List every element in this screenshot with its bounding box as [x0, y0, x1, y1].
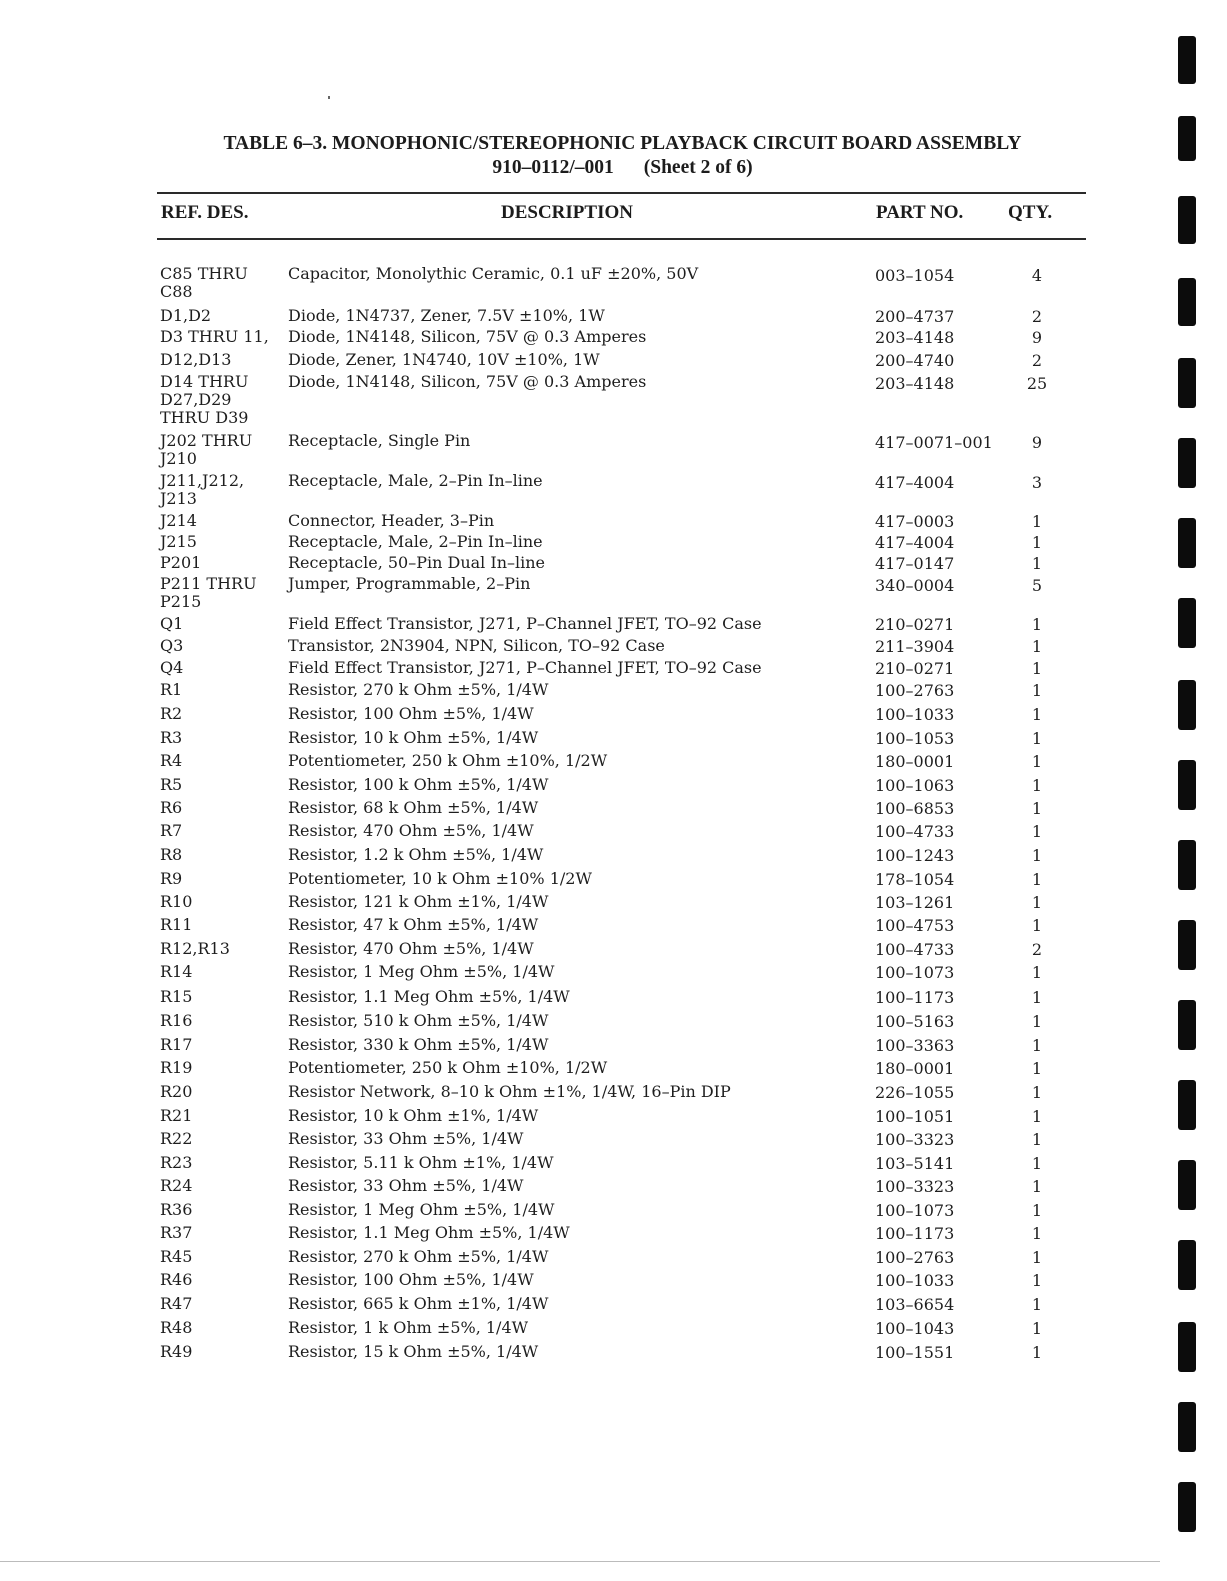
cell-ref-des — [160, 1036, 285, 1054]
ref-des-line: R1 — [160, 680, 183, 699]
ref-des-line: R2 — [160, 704, 183, 723]
cell-qty: 1 — [1031, 1107, 1043, 1126]
cell-description: Diode, 1N4148, Silicon, 75V @ 0.3 Amperes — [288, 372, 647, 391]
ref-des-line: R48 — [160, 1318, 193, 1337]
cell-qty: 2 — [1031, 940, 1043, 959]
cell-description: Resistor, 330 k Ohm ±5%, 1/4W — [288, 1035, 549, 1054]
cell-qty: 3 — [1031, 473, 1043, 492]
ref-des-line: R45 — [160, 1247, 193, 1266]
cell-description: Field Effect Transistor, J271, P–Channel JFET, TO–92 Case — [288, 658, 762, 677]
cell-ref-des — [160, 659, 285, 677]
cell-part-no: 100–1073 — [875, 1201, 955, 1220]
cell-description: Resistor, 5.11 k Ohm ±1%, 1/4W — [288, 1153, 554, 1172]
cell-part-no: 100–6853 — [875, 799, 955, 818]
cell-description: Receptacle, Male, 2–Pin In–line — [288, 471, 543, 490]
cell-qty: 1 — [1031, 916, 1043, 935]
cell-part-no: 417–0071–001 — [875, 433, 993, 452]
ref-des-line: THRU D39 — [160, 408, 249, 427]
cell-part-no: 100–4753 — [875, 916, 955, 935]
ref-des-line: R22 — [160, 1129, 193, 1148]
cell-ref-des — [160, 799, 285, 817]
ref-des-line: J202 THRU — [160, 431, 253, 450]
binding-hole-mark — [1178, 358, 1196, 408]
cell-qty: 1 — [1031, 729, 1043, 748]
ref-des-line: R37 — [160, 1223, 193, 1242]
cell-ref-des — [160, 705, 285, 723]
ref-des-line: R14 — [160, 962, 193, 981]
assembly-number: 910–0112/–001 — [492, 157, 614, 178]
ref-des-line: C88 — [160, 282, 193, 301]
cell-part-no: 100–5163 — [875, 1012, 955, 1031]
cell-ref-des — [160, 1130, 285, 1148]
cell-part-no: 226–1055 — [875, 1083, 955, 1102]
cell-description: Potentiometer, 250 k Ohm ±10%, 1/2W — [288, 1058, 608, 1077]
cell-description: Transistor, 2N3904, NPN, Silicon, TO–92 Case — [288, 636, 665, 655]
cell-description: Resistor, 68 k Ohm ±5%, 1/4W — [288, 798, 539, 817]
cell-qty: 1 — [1031, 615, 1043, 634]
cell-ref-des — [160, 637, 285, 655]
binding-hole-mark — [1178, 116, 1196, 161]
cell-description: Field Effect Transistor, J271, P–Channel JFET, TO–92 Case — [288, 614, 762, 633]
cell-description: Jumper, Programmable, 2–Pin — [288, 574, 531, 593]
ref-des-line: R12,R13 — [160, 939, 230, 958]
cell-description: Receptacle, Single Pin — [288, 431, 471, 450]
cell-qty: 1 — [1031, 893, 1043, 912]
ref-des-line: D1,D2 — [160, 306, 212, 325]
ref-des-line: R36 — [160, 1200, 193, 1219]
cell-ref-des — [160, 575, 285, 611]
cell-description: Connector, Header, 3–Pin — [288, 511, 495, 530]
cell-ref-des — [160, 1107, 285, 1125]
cell-qty: 1 — [1031, 1059, 1043, 1078]
cell-qty: 1 — [1031, 637, 1043, 656]
cell-part-no: 100–2763 — [875, 1248, 955, 1267]
ref-des-line: J213 — [160, 489, 197, 508]
cell-description: Resistor, 121 k Ohm ±1%, 1/4W — [288, 892, 549, 911]
cell-ref-des — [160, 1271, 285, 1289]
cell-part-no: 100–3323 — [875, 1177, 955, 1196]
cell-description: Resistor Network, 8–10 k Ohm ±1%, 1/4W, 16–Pin DIP — [288, 1082, 731, 1101]
cell-qty: 1 — [1031, 705, 1043, 724]
cell-ref-des — [160, 351, 285, 369]
header-ref-des: REF. DES. — [161, 202, 249, 223]
binding-hole-mark — [1178, 1240, 1196, 1290]
cell-part-no: 178–1054 — [875, 870, 955, 889]
cell-qty: 1 — [1031, 533, 1043, 552]
ref-des-line: R19 — [160, 1058, 193, 1077]
cell-description: Resistor, 470 Ohm ±5%, 1/4W — [288, 939, 534, 958]
cell-part-no: 200–4737 — [875, 307, 955, 326]
cell-ref-des — [160, 1224, 285, 1242]
cell-ref-des — [160, 1012, 285, 1030]
cell-description: Potentiometer, 250 k Ohm ±10%, 1/2W — [288, 751, 608, 770]
cell-qty: 1 — [1031, 752, 1043, 771]
ref-des-line: R6 — [160, 798, 183, 817]
ref-des-line: R15 — [160, 987, 193, 1006]
cell-description: Resistor, 1.2 k Ohm ±5%, 1/4W — [288, 845, 544, 864]
ref-des-line: J211,J212, — [160, 471, 245, 490]
scan-speck — [328, 96, 330, 99]
table-header-rule — [157, 238, 1086, 240]
cell-description: Resistor, 100 Ohm ±5%, 1/4W — [288, 704, 534, 723]
ref-des-line: J210 — [160, 449, 197, 468]
cell-description: Resistor, 665 k Ohm ±1%, 1/4W — [288, 1294, 549, 1313]
binding-hole-mark — [1178, 196, 1196, 244]
cell-ref-des — [160, 1177, 285, 1195]
cell-description: Resistor, 15 k Ohm ±5%, 1/4W — [288, 1342, 539, 1361]
binding-hole-mark — [1178, 1080, 1196, 1130]
ref-des-line: R9 — [160, 869, 183, 888]
cell-qty: 1 — [1031, 1083, 1043, 1102]
cell-ref-des — [160, 432, 285, 468]
binding-hole-mark — [1178, 840, 1196, 890]
cell-ref-des — [160, 916, 285, 934]
cell-part-no: 100–4733 — [875, 822, 955, 841]
binding-hole-mark — [1178, 518, 1196, 568]
cell-ref-des — [160, 988, 285, 1006]
cell-part-no: 103–5141 — [875, 1154, 955, 1173]
table-title — [160, 132, 1085, 180]
cell-part-no: 100–1073 — [875, 963, 955, 982]
header-part-no: PART NO. — [876, 202, 964, 223]
ref-des-line: R10 — [160, 892, 193, 911]
cell-qty: 2 — [1031, 351, 1043, 370]
header-qty: QTY. — [1008, 202, 1053, 223]
cell-part-no: 100–1243 — [875, 846, 955, 865]
cell-description: Resistor, 1 Meg Ohm ±5%, 1/4W — [288, 1200, 555, 1219]
binding-hole-mark — [1178, 438, 1196, 488]
binding-hole-mark — [1178, 278, 1196, 326]
table-top-rule — [157, 192, 1086, 194]
cell-part-no: 417–0147 — [875, 554, 955, 573]
cell-part-no: 100–1043 — [875, 1319, 955, 1338]
binding-hole-mark — [1178, 680, 1196, 730]
cell-ref-des — [160, 265, 285, 301]
cell-part-no: 210–0271 — [875, 659, 955, 678]
ref-des-line: R3 — [160, 728, 183, 747]
cell-ref-des — [160, 846, 285, 864]
cell-description: Resistor, 33 Ohm ±5%, 1/4W — [288, 1176, 524, 1195]
binding-hole-mark — [1178, 36, 1196, 84]
cell-description: Resistor, 1.1 Meg Ohm ±5%, 1/4W — [288, 1223, 570, 1242]
cell-ref-des — [160, 729, 285, 747]
cell-description: Resistor, 1 k Ohm ±5%, 1/4W — [288, 1318, 529, 1337]
ref-des-line: R49 — [160, 1342, 193, 1361]
cell-qty: 1 — [1031, 846, 1043, 865]
ref-des-line: R47 — [160, 1294, 193, 1313]
cell-ref-des — [160, 1201, 285, 1219]
ref-des-line: R11 — [160, 915, 193, 934]
cell-description: Resistor, 270 k Ohm ±5%, 1/4W — [288, 680, 549, 699]
cell-part-no: 100–1063 — [875, 776, 955, 795]
ref-des-line: J215 — [160, 532, 197, 551]
cell-description: Resistor, 33 Ohm ±5%, 1/4W — [288, 1129, 524, 1148]
cell-part-no: 417–4004 — [875, 533, 955, 552]
cell-qty: 1 — [1031, 659, 1043, 678]
cell-description: Diode, 1N4148, Silicon, 75V @ 0.3 Amperes — [288, 327, 647, 346]
ref-des-line: R17 — [160, 1035, 193, 1054]
binding-hole-mark — [1178, 1322, 1196, 1372]
cell-qty: 1 — [1031, 822, 1043, 841]
cell-ref-des — [160, 1319, 285, 1337]
cell-description: Resistor, 1.1 Meg Ohm ±5%, 1/4W — [288, 987, 570, 1006]
ref-des-line: Q3 — [160, 636, 184, 655]
ref-des-line: P215 — [160, 592, 202, 611]
cell-description: Receptacle, 50–Pin Dual In–line — [288, 553, 546, 572]
header-description: DESCRIPTION — [501, 202, 633, 223]
cell-qty: 1 — [1031, 870, 1043, 889]
ref-des-line: D12,D13 — [160, 350, 232, 369]
cell-ref-des — [160, 307, 285, 325]
ref-des-line: Q4 — [160, 658, 184, 677]
cell-ref-des — [160, 870, 285, 888]
ref-des-line: D3 THRU 11, — [160, 327, 269, 346]
cell-part-no: 100–1053 — [875, 729, 955, 748]
cell-part-no: 100–1173 — [875, 988, 955, 1007]
ref-des-line: R21 — [160, 1106, 193, 1125]
cell-part-no: 203–4148 — [875, 328, 955, 347]
cell-description: Resistor, 270 k Ohm ±5%, 1/4W — [288, 1247, 549, 1266]
cell-part-no: 100–2763 — [875, 681, 955, 700]
cell-qty: 1 — [1031, 1177, 1043, 1196]
ref-des-line: R46 — [160, 1270, 193, 1289]
cell-part-no: 100–1551 — [875, 1343, 955, 1362]
cell-part-no: 417–4004 — [875, 473, 955, 492]
cell-part-no: 100–4733 — [875, 940, 955, 959]
cell-part-no: 003–1054 — [875, 266, 955, 285]
cell-ref-des — [160, 752, 285, 770]
binding-hole-mark — [1178, 598, 1196, 648]
ref-des-line: C85 THRU — [160, 264, 248, 283]
cell-qty: 1 — [1031, 1271, 1043, 1290]
cell-ref-des — [160, 1248, 285, 1266]
cell-part-no: 100–1033 — [875, 705, 955, 724]
cell-ref-des — [160, 1295, 285, 1313]
cell-ref-des — [160, 533, 285, 551]
cell-ref-des — [160, 1059, 285, 1077]
cell-description: Receptacle, Male, 2–Pin In–line — [288, 532, 543, 551]
binding-hole-mark — [1178, 1160, 1196, 1210]
ref-des-line: R7 — [160, 821, 183, 840]
cell-ref-des — [160, 1154, 285, 1172]
ref-des-line: R23 — [160, 1153, 193, 1172]
cell-ref-des — [160, 615, 285, 633]
cell-description: Resistor, 510 k Ohm ±5%, 1/4W — [288, 1011, 549, 1030]
cell-qty: 1 — [1031, 1012, 1043, 1031]
cell-part-no: 103–6654 — [875, 1295, 955, 1314]
ref-des-line: R5 — [160, 775, 183, 794]
ref-des-line: R4 — [160, 751, 183, 770]
cell-ref-des — [160, 822, 285, 840]
cell-qty: 1 — [1031, 681, 1043, 700]
cell-qty: 2 — [1031, 307, 1043, 326]
cell-part-no: 200–4740 — [875, 351, 955, 370]
binding-hole-mark — [1178, 1482, 1196, 1532]
cell-description: Capacitor, Monolythic Ceramic, 0.1 uF ±20%, 50V — [288, 264, 699, 283]
cell-part-no: 180–0001 — [875, 752, 955, 771]
cell-ref-des — [160, 1083, 285, 1101]
cell-qty: 1 — [1031, 1224, 1043, 1243]
cell-qty: 9 — [1031, 328, 1043, 347]
cell-part-no: 211–3904 — [875, 637, 955, 656]
cell-qty: 5 — [1031, 576, 1043, 595]
cell-description: Diode, 1N4737, Zener, 7.5V ±10%, 1W — [288, 306, 605, 325]
cell-part-no: 100–3363 — [875, 1036, 955, 1055]
ref-des-line: J214 — [160, 511, 197, 530]
ref-des-line: R20 — [160, 1082, 193, 1101]
cell-part-no: 100–3323 — [875, 1130, 955, 1149]
ref-des-line: R16 — [160, 1011, 193, 1030]
cell-part-no: 100–1173 — [875, 1224, 955, 1243]
cell-ref-des — [160, 373, 285, 427]
binding-hole-mark — [1178, 920, 1196, 970]
cell-part-no: 417–0003 — [875, 512, 955, 531]
cell-ref-des — [160, 963, 285, 981]
cell-qty: 1 — [1031, 1154, 1043, 1173]
cell-qty: 1 — [1031, 554, 1043, 573]
cell-description: Resistor, 100 Ohm ±5%, 1/4W — [288, 1270, 534, 1289]
table-title-line2 — [492, 156, 752, 180]
cell-part-no: 100–1033 — [875, 1271, 955, 1290]
binding-hole-mark — [1178, 1000, 1196, 1050]
binding-hole-mark — [1178, 1402, 1196, 1452]
cell-part-no: 210–0271 — [875, 615, 955, 634]
cell-ref-des — [160, 776, 285, 794]
cell-part-no: 103–1261 — [875, 893, 955, 912]
cell-part-no: 203–4148 — [875, 374, 955, 393]
cell-qty: 1 — [1031, 1248, 1043, 1267]
cell-qty: 1 — [1031, 1130, 1043, 1149]
binding-hole-mark — [1178, 760, 1196, 810]
cell-qty: 1 — [1031, 1036, 1043, 1055]
cell-ref-des — [160, 328, 285, 346]
cell-ref-des — [160, 472, 285, 508]
ref-des-line: P201 — [160, 553, 202, 572]
ref-des-line: R24 — [160, 1176, 193, 1195]
cell-description: Resistor, 100 k Ohm ±5%, 1/4W — [288, 775, 549, 794]
cell-ref-des — [160, 1343, 285, 1361]
page-bottom-rule — [0, 1561, 1160, 1562]
cell-description: Resistor, 470 Ohm ±5%, 1/4W — [288, 821, 534, 840]
ref-des-line: D14 THRU — [160, 372, 249, 391]
ref-des-line: Q1 — [160, 614, 184, 633]
ref-des-line: D27,D29 — [160, 390, 232, 409]
cell-ref-des — [160, 681, 285, 699]
cell-qty: 25 — [1026, 374, 1048, 393]
cell-ref-des — [160, 940, 285, 958]
sheet-indicator: (Sheet 2 of 6) — [643, 157, 753, 178]
cell-qty: 1 — [1031, 963, 1043, 982]
cell-part-no: 340–0004 — [875, 576, 955, 595]
cell-ref-des — [160, 554, 285, 572]
cell-description: Diode, Zener, 1N4740, 10V ±10%, 1W — [288, 350, 600, 369]
cell-qty: 9 — [1031, 433, 1043, 452]
cell-qty: 1 — [1031, 1319, 1043, 1338]
ref-des-line: P211 THRU — [160, 574, 257, 593]
cell-description: Resistor, 10 k Ohm ±1%, 1/4W — [288, 1106, 539, 1125]
cell-qty: 1 — [1031, 799, 1043, 818]
ref-des-line: R8 — [160, 845, 183, 864]
table-title-line1: TABLE 6–3. MONOPHONIC/STEREOPHONIC PLAYBACK CIRCUIT BOARD ASSEMBLY — [223, 133, 1022, 154]
cell-description: Resistor, 1 Meg Ohm ±5%, 1/4W — [288, 962, 555, 981]
cell-description: Potentiometer, 10 k Ohm ±10% 1/2W — [288, 869, 592, 888]
cell-qty: 1 — [1031, 512, 1043, 531]
cell-description: Resistor, 47 k Ohm ±5%, 1/4W — [288, 915, 539, 934]
cell-description: Resistor, 10 k Ohm ±5%, 1/4W — [288, 728, 539, 747]
cell-qty: 1 — [1031, 1201, 1043, 1220]
cell-qty: 4 — [1031, 266, 1043, 285]
cell-part-no: 100–1051 — [875, 1107, 955, 1126]
cell-qty: 1 — [1031, 1295, 1043, 1314]
cell-qty: 1 — [1031, 776, 1043, 795]
cell-qty: 1 — [1031, 988, 1043, 1007]
cell-ref-des — [160, 893, 285, 911]
cell-ref-des — [160, 512, 285, 530]
cell-qty: 1 — [1031, 1343, 1043, 1362]
cell-part-no: 180–0001 — [875, 1059, 955, 1078]
table-header-row — [0, 202, 1227, 228]
